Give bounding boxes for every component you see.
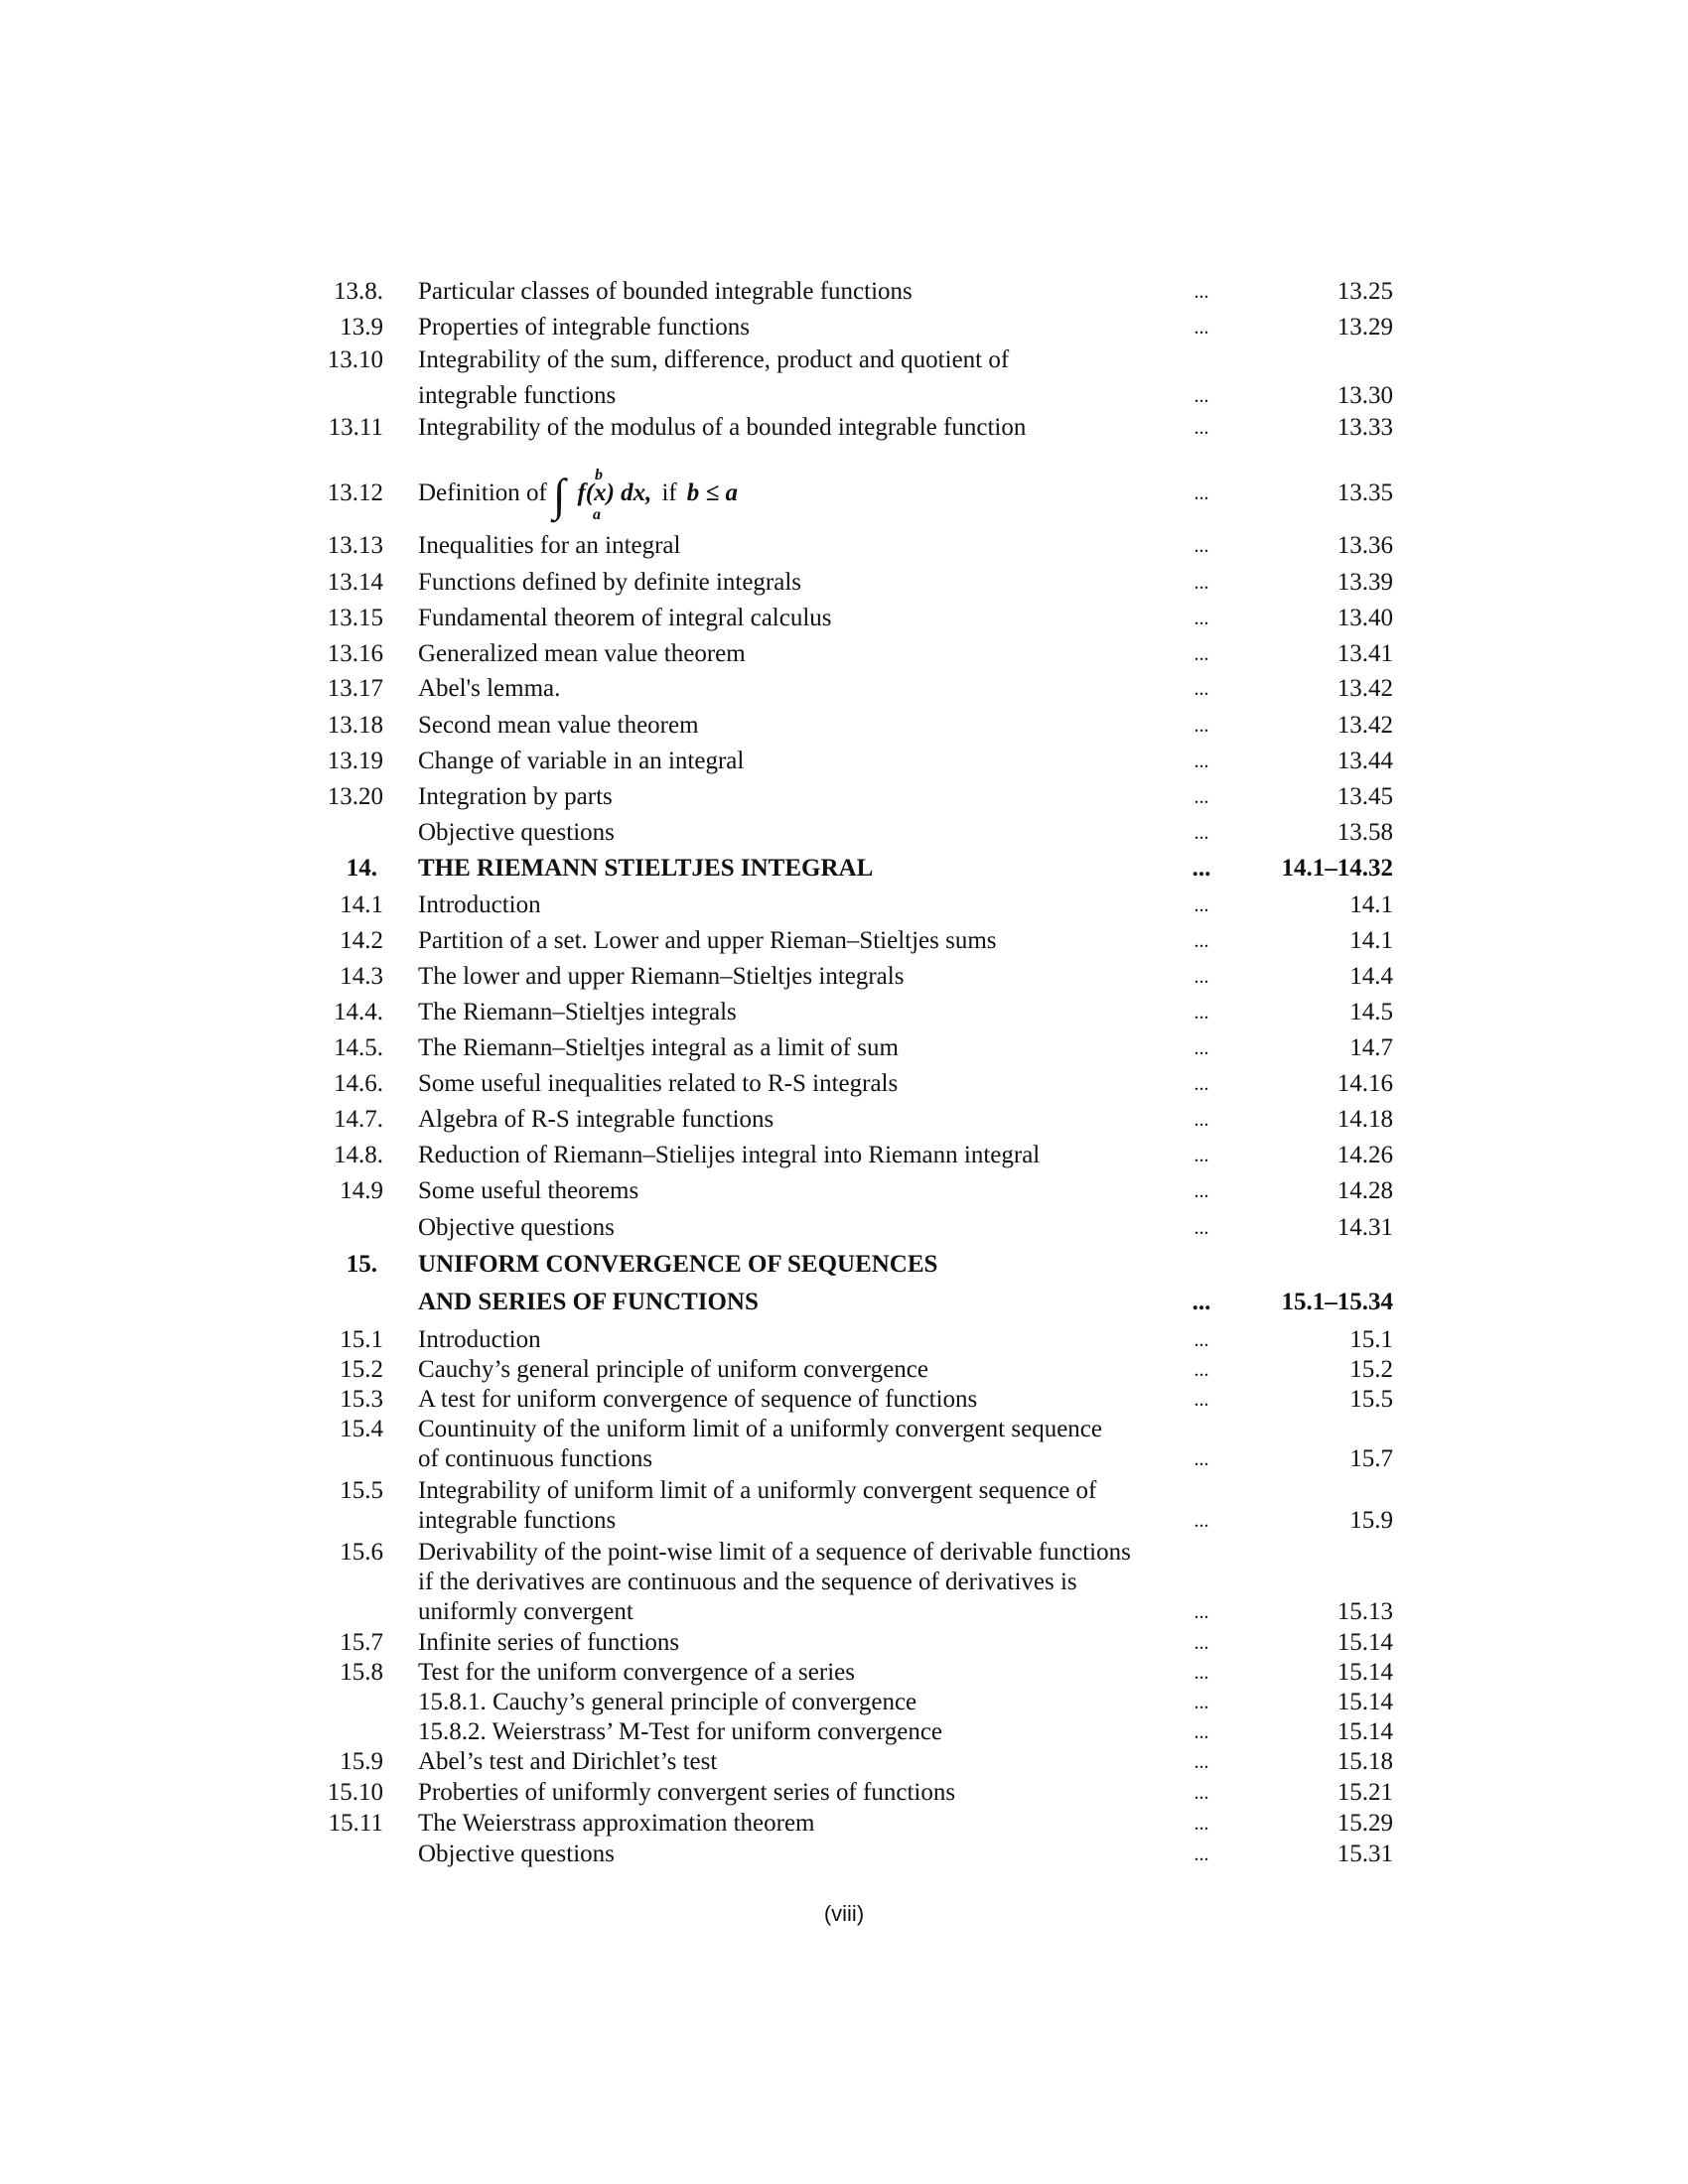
toc-entry-page: 15.9 [1349,1507,1393,1534]
toc-entry-title: Derivability of the point-wise limit of a sequence of derivable functions [418,1539,1131,1566]
toc-entry-number: 13.13 [327,532,383,559]
toc-entry-page: 14.4 [1349,963,1393,990]
toc-entry-number: 14.3 [340,963,383,990]
dot-leader: ... [1194,1389,1209,1411]
dot-leader: ... [1194,1073,1209,1095]
dot-leader: ... [1194,1632,1209,1654]
toc-entry-number: 14.4. [334,999,383,1025]
toc-entry-title: Inequalities for an integral [418,532,681,559]
toc-entry-page: 14.7 [1349,1034,1393,1061]
dot-leader: ... [1194,1002,1209,1024]
toc-entry-title: Objective questions [418,819,615,846]
toc-entry-number: 15.7 [340,1629,383,1656]
toc-entry-number: 14.2 [340,927,383,954]
dot-leader: ... [1194,385,1209,407]
toc-entry-title: Properties of integrable functions [418,314,750,341]
toc-entry-title: The Riemann–Stieltjes integral as a limit of sum [418,1034,899,1061]
toc-entry-title: Integration by parts [418,783,613,810]
toc-entry-page: 13.39 [1336,569,1393,596]
toc-entry-page: 15.7 [1349,1445,1393,1472]
toc-entry-number: 14.9 [340,1177,383,1204]
toc-entry-page: 15.1 [1349,1326,1393,1353]
toc-entry-title-text: Definition of [418,479,547,506]
toc-entry-number: 14. [346,855,377,882]
toc-entry-title: Integrability of uniform limit of a uniformly convergent sequence of [418,1477,1097,1504]
toc-entry-title: Generalized mean value theorem [418,640,746,667]
toc-entry-number: 13.15 [327,605,383,631]
dot-leader: ... [1194,1782,1209,1804]
toc-entry-number: 14.7. [334,1106,383,1133]
dot-leader: ... [1194,1145,1209,1166]
dot-leader: ... [1194,281,1209,303]
toc-entry-page: 13.36 [1336,532,1393,559]
integral-lower-limit: a [593,506,601,523]
toc-entry-number: 13.18 [327,712,383,739]
toc-entry-number: 15.9 [340,1748,383,1775]
dot-leader: ... [1192,1289,1211,1315]
toc-entry-page: 14.1 [1349,927,1393,954]
toc-entry-title: A test for uniform convergence of sequence of functions [418,1386,978,1413]
toc-entry-title: THE RIEMANN STIELTJES INTEGRAL [418,855,874,882]
dot-leader: ... [1194,535,1209,557]
toc-entry-title: AND SERIES OF FUNCTIONS [418,1289,759,1315]
dot-leader: ... [1194,1037,1209,1059]
page-number: (viii) [823,1901,865,1926]
toc-entry-title: Integrability of the modulus of a bounded integrable function [418,414,1027,441]
toc-entry-title: Objective questions [418,1214,615,1241]
toc-entry-title: Infinite series of functions [418,1629,680,1656]
toc-entry-number: 14.8. [334,1142,383,1168]
toc-entry-page: 13.40 [1336,605,1393,631]
toc-entry-title: The Weierstrass approximation theorem [418,1810,815,1837]
dot-leader: ... [1194,786,1209,808]
toc-entry-title: Some useful inequalities related to R-S integrals [418,1070,899,1097]
toc-entry-title: Particular classes of bounded integrable functions [418,278,913,305]
toc-entry-title: Cauchy’s general principle of uniform convergence [418,1356,928,1383]
toc-entry-title: integrable functions [418,1507,617,1534]
toc-entry-page: 13.42 [1336,675,1393,702]
toc-entry-page: 13.42 [1336,712,1393,739]
toc-entry-title: Second mean value theorem [418,712,699,739]
dot-leader: ... [1194,608,1209,629]
toc-entry-number: 15. [346,1251,377,1278]
dot-leader: ... [1192,855,1211,882]
toc-entry-title: Objective questions [418,1841,615,1867]
dot-leader: ... [1194,1180,1209,1202]
toc-entry-title: Algebra of R-S integrable functions [418,1106,774,1133]
toc-entry-page: 13.33 [1336,414,1393,441]
toc-entry-page: 15.5 [1349,1386,1393,1413]
toc-entry-number: 15.3 [340,1386,383,1413]
dot-leader: ... [1194,417,1209,439]
toc-entry-page: 13.30 [1336,382,1393,409]
dot-leader: ... [1194,1359,1209,1381]
toc-entry-page: 14.1–14.32 [1281,855,1393,882]
toc-entry-page: 14.26 [1336,1142,1393,1168]
toc-entry-page: 13.25 [1336,278,1393,305]
toc-entry-number: 15.1 [340,1326,383,1353]
toc-entry-number: 15.11 [328,1810,383,1837]
toc-entry-title: Partition of a set. Lower and upper Rieman–Stieltjes sums [418,927,997,954]
toc-entry-number: 13.9 [340,314,383,341]
toc-entry-page: 15.14 [1336,1718,1393,1745]
toc-entry-number: 14.5. [334,1034,383,1061]
dot-leader: ... [1194,482,1209,504]
toc-entry-title: Countinuity of the uniform limit of a uniformly convergent sequence [418,1416,1102,1442]
toc-entry-number: 13.19 [327,748,383,774]
toc-entry-page: 14.5 [1349,999,1393,1025]
toc-entry-title: Abel’s test and Dirichlet’s test [418,1748,718,1775]
toc-entry-number: 15.4 [340,1416,383,1442]
toc-entry-title: UNIFORM CONVERGENCE OF SEQUENCES [418,1251,938,1278]
toc-entry-page: 15.14 [1336,1689,1393,1715]
toc-entry-number: 13.8. [334,278,383,305]
dot-leader: ... [1194,1601,1209,1623]
toc-entry-number: 13.14 [327,569,383,596]
toc-entry-number: 13.17 [327,675,383,702]
toc-entry-page: 14.1 [1349,891,1393,918]
toc-entry-number: 14.6. [334,1070,383,1097]
dot-leader: ... [1194,1813,1209,1835]
integral-sign-icon: ∫ [552,470,566,520]
toc-entry-page: 13.58 [1336,819,1393,846]
toc-entry-title: Test for the uniform convergence of a series [418,1659,855,1686]
condition: b ≤ a [686,479,738,506]
dot-leader: ... [1194,1109,1209,1131]
toc-entry-title: Introduction [418,1326,541,1353]
toc-entry-page: 13.35 [1336,479,1393,506]
dot-leader: ... [1194,1721,1209,1743]
dot-leader: ... [1194,643,1209,665]
toc-entry-page: 14.28 [1336,1177,1393,1204]
toc-entry-title: 15.8.2. Weierstrass’ M-Test for uniform convergence [418,1718,943,1745]
toc-entry-title: integrable functions [418,382,617,409]
toc-entry-page: 15.29 [1336,1810,1393,1837]
toc-entry-title: Introduction [418,891,541,918]
dot-leader: ... [1194,1843,1209,1865]
integrand: f(x) dx, [577,479,652,506]
toc-entry-page: 13.45 [1336,783,1393,810]
toc-entry-page: 14.16 [1336,1070,1393,1097]
dot-leader: ... [1194,894,1209,916]
toc-entry-number: 15.8 [340,1659,383,1686]
toc-entry-page: 13.29 [1336,314,1393,341]
toc-entry-page: 13.41 [1336,640,1393,667]
dot-leader: ... [1194,715,1209,737]
toc-entry-page: 15.31 [1336,1841,1393,1867]
toc-entry-page: 13.44 [1336,748,1393,774]
toc-entry-title: Proberties of uniformly convergent series of functions [418,1779,956,1806]
dot-leader: ... [1194,1217,1209,1239]
toc-entry-number: 15.6 [340,1539,383,1566]
toc-entry-page: 15.18 [1336,1748,1393,1775]
toc-entry-page: 15.14 [1336,1629,1393,1656]
dot-leader: ... [1194,1448,1209,1470]
dot-leader: ... [1194,1751,1209,1773]
dot-leader: ... [1194,822,1209,844]
toc-entry-number: 15.10 [327,1779,383,1806]
toc-entry-title: Integrability of the sum, difference, product and quotient of [418,346,1010,373]
dot-leader: ... [1194,317,1209,339]
integral-upper-limit: b [595,467,603,483]
toc-entry-page: 14.31 [1336,1214,1393,1241]
dot-leader: ... [1194,1662,1209,1684]
toc-entry-title: Abel's lemma. [418,675,561,702]
toc-entry-number: 13.12 [327,479,383,506]
toc-entry-page: 14.18 [1336,1106,1393,1133]
toc-entry-number: 15.2 [340,1356,383,1383]
dot-leader: ... [1194,751,1209,772]
dot-leader: ... [1194,1329,1209,1351]
toc-entry-title: if the derivatives are continuous and the sequence of derivatives is [418,1569,1077,1595]
toc-entry-title: The lower and upper Riemann–Stieltjes integrals [418,963,905,990]
condition-word: if [661,479,677,506]
toc-entry-number: 13.10 [327,346,383,373]
toc-entry-title: Functions defined by definite integrals [418,569,802,596]
toc-entry-number: 13.20 [327,783,383,810]
toc-entry-title: The Riemann–Stieltjes integrals [418,999,737,1025]
toc-entry-title: Fundamental theorem of integral calculus [418,605,832,631]
toc-entry-number: 14.1 [340,891,383,918]
dot-leader: ... [1194,1510,1209,1532]
dot-leader: ... [1194,678,1209,700]
toc-entry-page: 15.13 [1336,1598,1393,1625]
toc-entry-page: 15.1–15.34 [1281,1289,1393,1315]
toc-entry-page: 15.14 [1336,1659,1393,1686]
toc-entry-title: Change of variable in an integral [418,748,745,774]
toc-entry-number: 13.16 [327,640,383,667]
toc-entry-title: Reduction of Riemann–Stielijes integral into Riemann integral [418,1142,1041,1168]
toc-entry-title: Some useful theorems [418,1177,639,1204]
dot-leader: ... [1194,930,1209,952]
toc-entry-number: 13.11 [328,414,383,441]
toc-entry-title: 15.8.1. Cauchy’s general principle of convergence [418,1689,917,1715]
toc-entry-title: of continuous functions [418,1445,653,1472]
toc-entry-page: 15.21 [1336,1779,1393,1806]
dot-leader: ... [1194,966,1209,988]
toc-entry-title [418,467,738,523]
toc-entry-page: 15.2 [1349,1356,1393,1383]
toc-entry-number: 15.5 [340,1477,383,1504]
dot-leader: ... [1194,1692,1209,1713]
dot-leader: ... [1194,572,1209,594]
toc-entry-title: uniformly convergent [418,1598,633,1625]
integral-definition [418,467,738,523]
